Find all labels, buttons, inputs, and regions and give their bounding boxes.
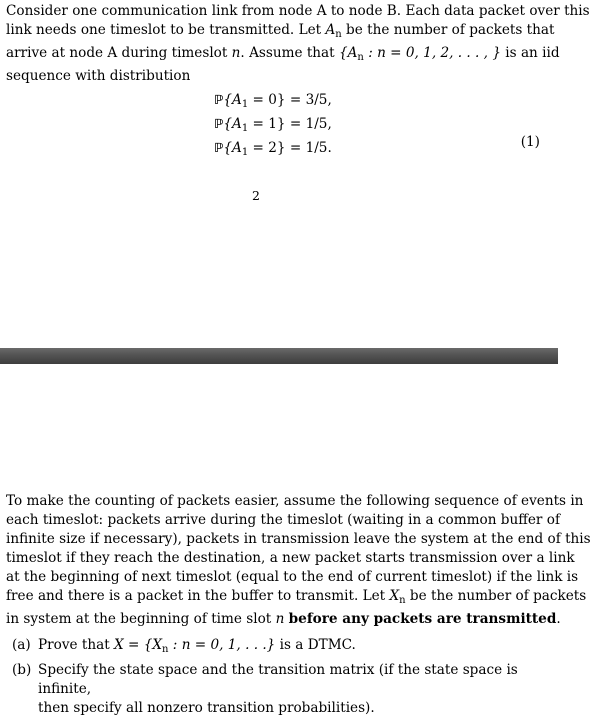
events-line-1: To make the counting of packets easier, assume the following sequence of events in [6, 493, 584, 509]
events-line-4: timeslot if they reach the destination, a new packet starts transmission over a link [6, 550, 575, 566]
distribution-equations [214, 90, 332, 162]
math-X-process: $X = \{X_n$ : n = 0, 1, . . .} [113, 637, 276, 655]
intro-line-2: link needs one timeslot to be transmitted. Let $A_n$ be the number of packets that [6, 22, 555, 40]
equation-line: $ℙ\{A_1 = 0\} = 3/5$, [214, 92, 332, 110]
equation-line: $ℙ\{A_1 = 1\} = 1/5$, [214, 116, 332, 134]
events-line-5: at the beginning of next timeslot (equal to the end of current timeslot) if the link is [6, 569, 579, 585]
math-An: $A_n$ [325, 22, 342, 40]
page-separator [0, 348, 558, 364]
question-label: (a) [12, 637, 31, 653]
events-line-7: in system at the beginning of time slot n before any packets are transmitted. [6, 611, 561, 627]
intro-line-3: arrive at node A during timeslot n. Assume that {$A_n$ : n = 0, 1, 2, . . . , } is an iid [6, 45, 560, 63]
events-paragraph [6, 492, 591, 629]
intro-line-1: Consider one communication link from node A to node B. Each data packet over this [6, 3, 590, 19]
events-line-2: each timeslot: packets arrive during the timeslot (waiting in a common buffer of [6, 512, 560, 528]
intro-paragraph [6, 2, 590, 86]
events-line-3: infinite size if necessary), packets in transmission leave the system at the end of this [6, 531, 591, 547]
question-list [12, 636, 542, 718]
intro-line-4: sequence with distribution [6, 68, 191, 84]
emphasis-text: before any packets are transmitted [288, 611, 557, 627]
question-label: (b) [12, 662, 32, 678]
page-top [0, 0, 590, 348]
equation-number: (1) [520, 134, 540, 150]
question-b: (b) Specify the state space and the transition matrix (if the state space is infinite, then specify all nonzero transition probabilities). [12, 662, 518, 716]
page-number: 2 [252, 188, 260, 203]
math-Xn: $X_n$ [389, 588, 406, 606]
events-line-6: free and there is a packet in the buffer to transmit. Let $X_n$ be the number of packets [6, 588, 587, 606]
question-a: (a) Prove that $X = \{X_n$ : n = 0, 1, . . .} is a DTMC. [12, 637, 356, 655]
equation-line: $ℙ\{A_1 = 2\} = 1/5$. [214, 140, 332, 158]
math-set-An: {$A_n$ : n = 0, 1, 2, . . . , } [338, 45, 501, 63]
